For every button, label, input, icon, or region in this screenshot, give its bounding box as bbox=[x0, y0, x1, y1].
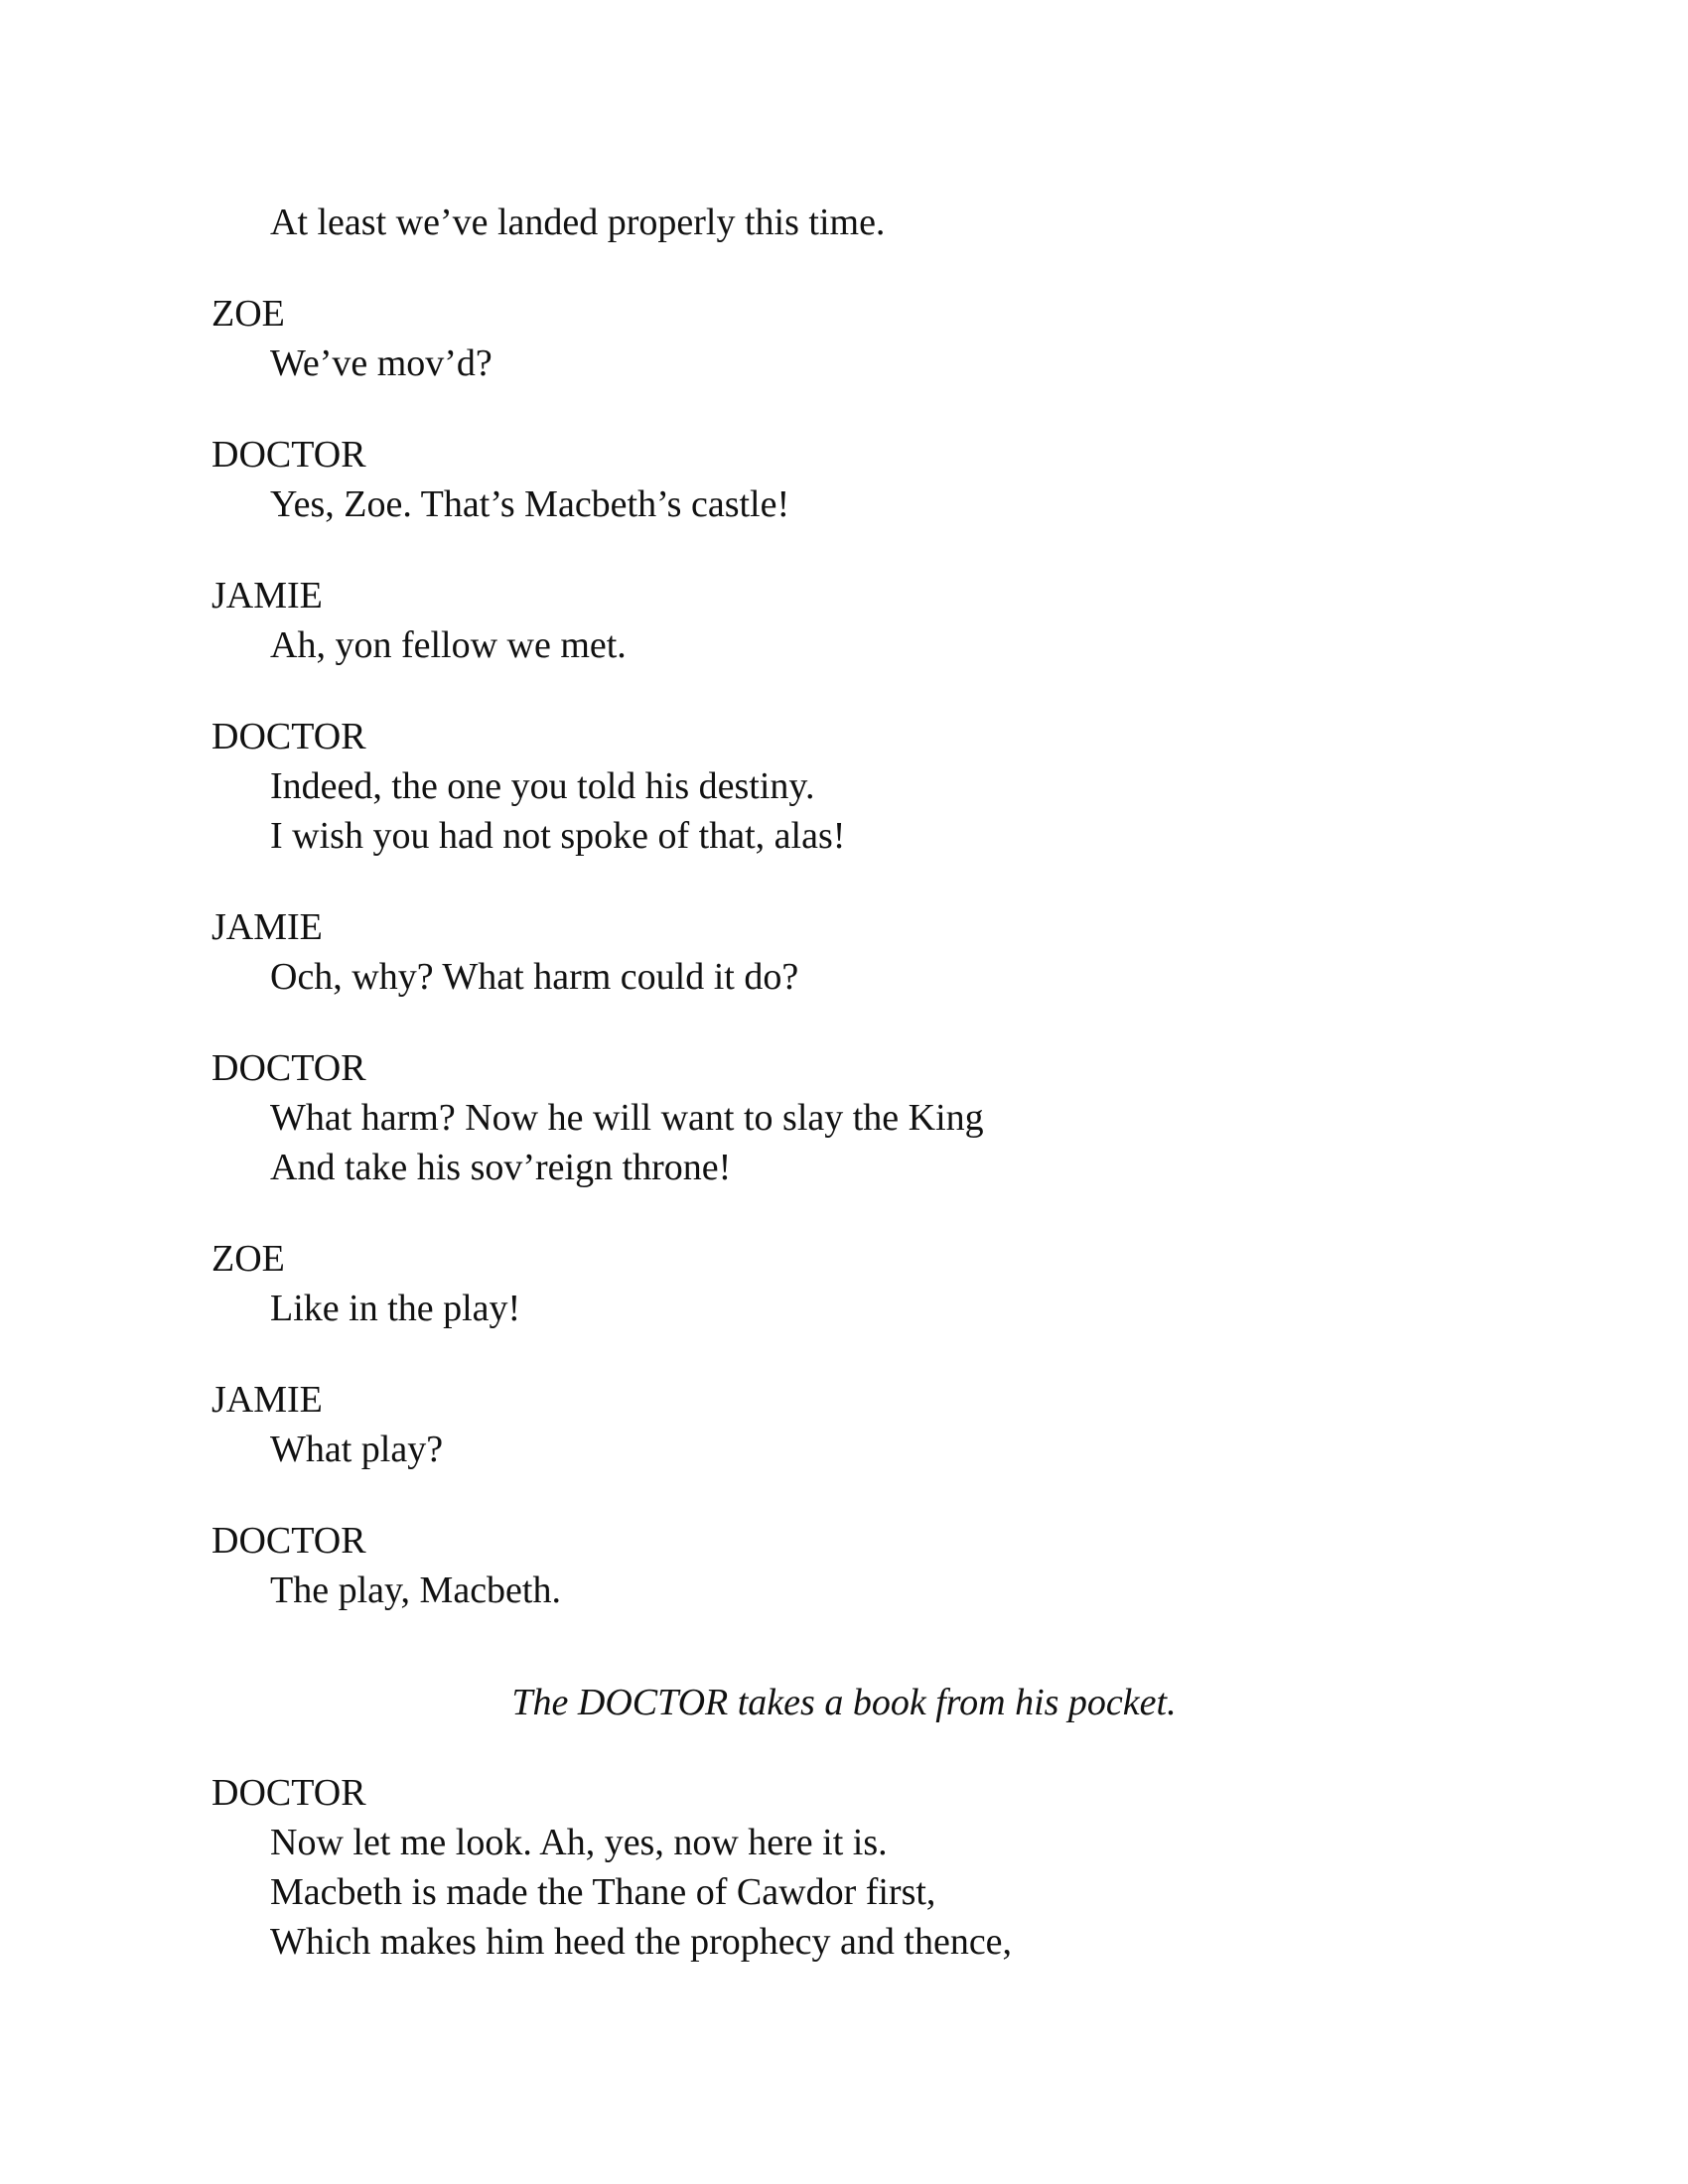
speaker-name: DOCTOR bbox=[211, 1047, 366, 1089]
dialogue-line: Like in the play! bbox=[270, 1288, 521, 1329]
dialogue-line: The play, Macbeth. bbox=[270, 1570, 561, 1611]
dialogue-line: Now let me look. Ah, yes, now here it is. bbox=[270, 1822, 888, 1863]
speaker-name: DOCTOR bbox=[211, 716, 366, 757]
dialogue-line: I wish you had not spoke of that, alas! bbox=[270, 815, 846, 857]
stage-direction: The DOCTOR takes a book from his pocket. bbox=[511, 1682, 1177, 1723]
speaker-name: JAMIE bbox=[211, 575, 323, 616]
speaker-name: DOCTOR bbox=[211, 1772, 366, 1814]
opening-line: At least we’ve landed properly this time. bbox=[270, 202, 886, 243]
speaker-name: ZOE bbox=[211, 293, 285, 335]
speaker-name: JAMIE bbox=[211, 1379, 323, 1421]
dialogue-line: What harm? Now he will want to slay the King bbox=[270, 1097, 984, 1139]
speaker-name: JAMIE bbox=[211, 906, 323, 948]
dialogue-line: What play? bbox=[270, 1429, 444, 1470]
dialogue-line: Macbeth is made the Thane of Cawdor first, bbox=[270, 1871, 936, 1913]
speaker-name: DOCTOR bbox=[211, 434, 366, 476]
dialogue-line: We’ve mov’d? bbox=[270, 342, 492, 384]
speaker-name: ZOE bbox=[211, 1238, 285, 1280]
dialogue-line: And take his sov’reign throne! bbox=[270, 1147, 732, 1188]
dialogue-line: Ah, yon fellow we met. bbox=[270, 624, 627, 666]
dialogue-line: Yes, Zoe. That’s Macbeth’s castle! bbox=[270, 483, 790, 525]
dialogue-line: Indeed, the one you told his destiny. bbox=[270, 765, 815, 807]
dialogue-line: Which makes him heed the prophecy and thence, bbox=[270, 1921, 1013, 1963]
speaker-name: DOCTOR bbox=[211, 1520, 366, 1562]
dialogue-line: Och, why? What harm could it do? bbox=[270, 956, 799, 998]
